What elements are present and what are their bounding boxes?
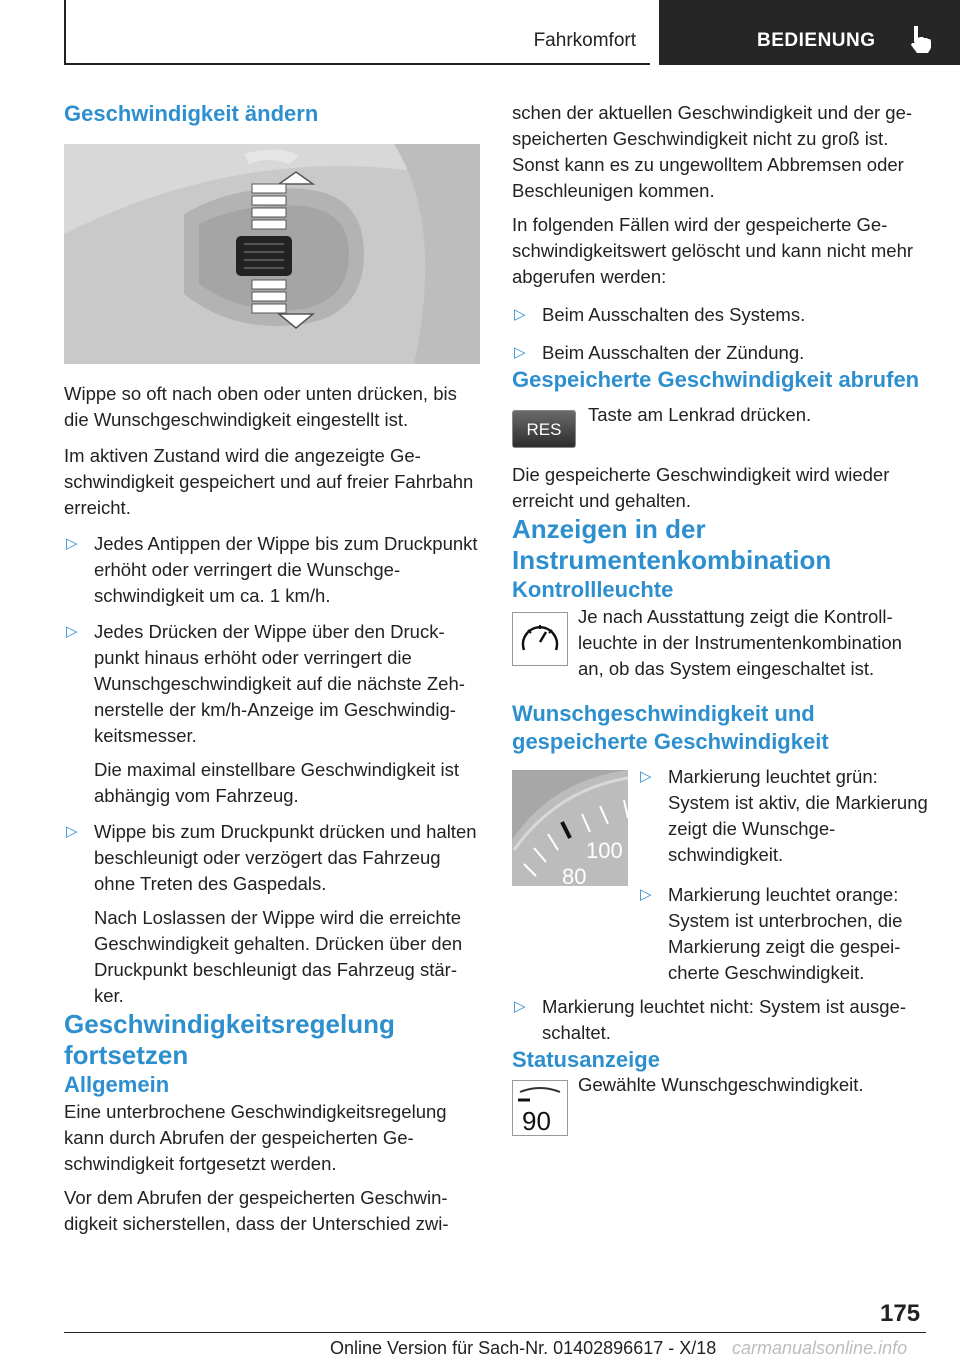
indicator-description: Je nach Ausstattung zeigt die Kontrollleuchte in der Instrumentenkombination an, ob das System eingeschaltet ist.: [578, 606, 902, 679]
heading-recall-speed: Gespeicherte Geschwindigkeit abrufen: [512, 367, 920, 392]
speedometer-marker-figure: [512, 770, 628, 886]
list-item: [64, 819, 480, 1009]
bullet-triangle-icon: ▷: [66, 623, 78, 640]
heading-status-display: Statusanzeige: [512, 1047, 660, 1072]
gauge-row: [512, 766, 928, 1000]
status-speed-value: 90: [522, 1106, 551, 1136]
list-item-text: Beim Ausschalten der Zündung.: [542, 342, 805, 363]
list-item-text: Markierung leuchtet orange: System ist unterbrochen, die Markierung zeigt die gespeicherte Geschwindigkeit.: [668, 884, 903, 983]
list-item-continuation: Nach Loslassen der Wippe wird die erreichte Geschwindigkeit gehalten. Drücken über den Druckpunkt beschleunigt das Fahrzeug stärker.: [94, 907, 463, 1006]
bullet-list: [512, 302, 926, 366]
header-section-title: Fahrkomfort: [533, 30, 636, 51]
steering-wheel-rocker-figure: [64, 144, 480, 364]
res-instruction: Taste am Lenkrad drücken.: [588, 404, 812, 425]
bullet-triangle-icon: ▷: [640, 768, 652, 785]
list-item-text: Markierung leuchtet nicht: System ist ausgeschaltet.: [542, 996, 907, 1043]
bullet-list: [638, 754, 928, 986]
list-item: [512, 994, 926, 1046]
pointing-hand-icon: [905, 24, 933, 54]
heading-continue-cruise: Geschwindigkeitsregelung fortsetzen: [64, 1009, 395, 1070]
status-speed-icon: [512, 1080, 568, 1136]
footer-watermark: carmanualsonline.info: [732, 1338, 908, 1358]
header-tab-label: BEDIENUNG: [757, 30, 876, 51]
heading-desired-stored-speed: Wunschgeschwindigkeit und gespeicherte Geschwindigkeit: [512, 701, 829, 754]
paragraph: Vor dem Abrufen der gespeicherten Geschwindigkeit sicherstellen, dass der Unterschied zwi-: [64, 1187, 449, 1234]
status-row: [512, 1074, 926, 1148]
heading-instrument-display: Anzeigen in der Instrumentenkombination: [512, 514, 832, 575]
cruise-control-indicator-icon: [512, 612, 568, 666]
status-description: Gewählte Wunschgeschwindigkeit.: [578, 1074, 864, 1095]
list-item-text: Beim Ausschalten des Systems.: [542, 304, 806, 325]
list-item: [638, 882, 928, 986]
heading-change-speed: Geschwindigkeit ändern: [64, 101, 319, 126]
paragraph: schen der aktuellen Geschwindigkeit und der gespeicherten Geschwindigkeit nicht zu groß ist. Sonst kann es zu ungewolltem Abbremsen oder Beschleunigen kommen.: [512, 102, 913, 201]
list-item: [512, 302, 926, 328]
bullet-list: [512, 994, 926, 1046]
heading-indicator-light: Kontrollleuchte: [512, 577, 674, 602]
list-item-text: Jedes Antippen der Wippe bis zum Druckpunkt erhöht oder verringert die Wunschgeschwindigkeit um ca. 1 km/h.: [94, 533, 478, 606]
indicator-row: [512, 608, 926, 700]
paragraph: Im aktiven Zustand wird die angezeigte Geschwindigkeit gespeichert und auf freier Fahrbahn erreicht.: [64, 445, 474, 518]
footer-rule: [64, 1332, 926, 1333]
paragraph: Wippe so oft nach oben oder unten drücken, bis die Wunschgeschwindigkeit eingestellt ist.: [64, 383, 457, 430]
list-item-text: Wippe bis zum Druckpunkt drücken und halten beschleunigt oder verzögert das Fahrzeug ohne Treten des Gaspedals.: [94, 821, 477, 894]
list-item-text: Jedes Drücken der Wippe über den Druckpunkt hinaus erhöht oder verringert die Wunschgeschwindigkeit auf die nächste Zehnerstelle der km/h-Anzeige im Geschwindigkeitsmesser.: [94, 621, 465, 746]
list-item: [64, 531, 480, 609]
list-item: [64, 619, 480, 809]
left-column: [64, 100, 480, 1237]
paragraph: In folgenden Fällen wird der gespeicherte Geschwindigkeitswert gelöscht und kann nicht mehr abgerufen werden:: [512, 214, 914, 287]
res-button-icon: [512, 410, 576, 448]
res-row: [512, 404, 926, 454]
list-item-text: Markierung leuchtet grün: System ist aktiv, die Markierung zeigt die Wunschgeschwindigkeit.: [668, 766, 928, 865]
list-item-continuation: Die maximal einstellbare Geschwindigkeit ist abhängig vom Fahrzeug.: [94, 759, 460, 806]
res-label: RES: [526, 420, 562, 439]
header-tab-bedienung: [659, 0, 960, 65]
bullet-triangle-icon: ▷: [66, 823, 78, 840]
bullet-list: [64, 531, 480, 1009]
gauge-label-100: 100: [586, 838, 623, 863]
heading-general: Allgemein: [64, 1072, 170, 1097]
list-item: [512, 340, 926, 366]
bullet-triangle-icon: ▷: [514, 306, 526, 323]
paragraph: Eine unterbrochene Geschwindigkeitsregelung kann durch Abrufen der gespeicherten Geschwindigkeit fortgesetzt werden.: [64, 1101, 447, 1174]
bullet-triangle-icon: ▷: [66, 535, 78, 552]
list-item: [638, 764, 928, 868]
bullet-triangle-icon: ▷: [514, 344, 526, 361]
paragraph: Die gespeicherte Geschwindigkeit wird wieder erreicht und gehalten.: [512, 464, 890, 511]
bullet-triangle-icon: ▷: [514, 998, 526, 1015]
right-column: [512, 100, 926, 1148]
footer-online-version: Online Version für Sach-Nr. 01402896617 - X/18: [330, 1338, 717, 1358]
page-number: 175: [880, 1300, 921, 1327]
bullet-triangle-icon: ▷: [640, 886, 652, 903]
gauge-label-80: 80: [562, 864, 587, 886]
header-rule: [64, 63, 650, 65]
